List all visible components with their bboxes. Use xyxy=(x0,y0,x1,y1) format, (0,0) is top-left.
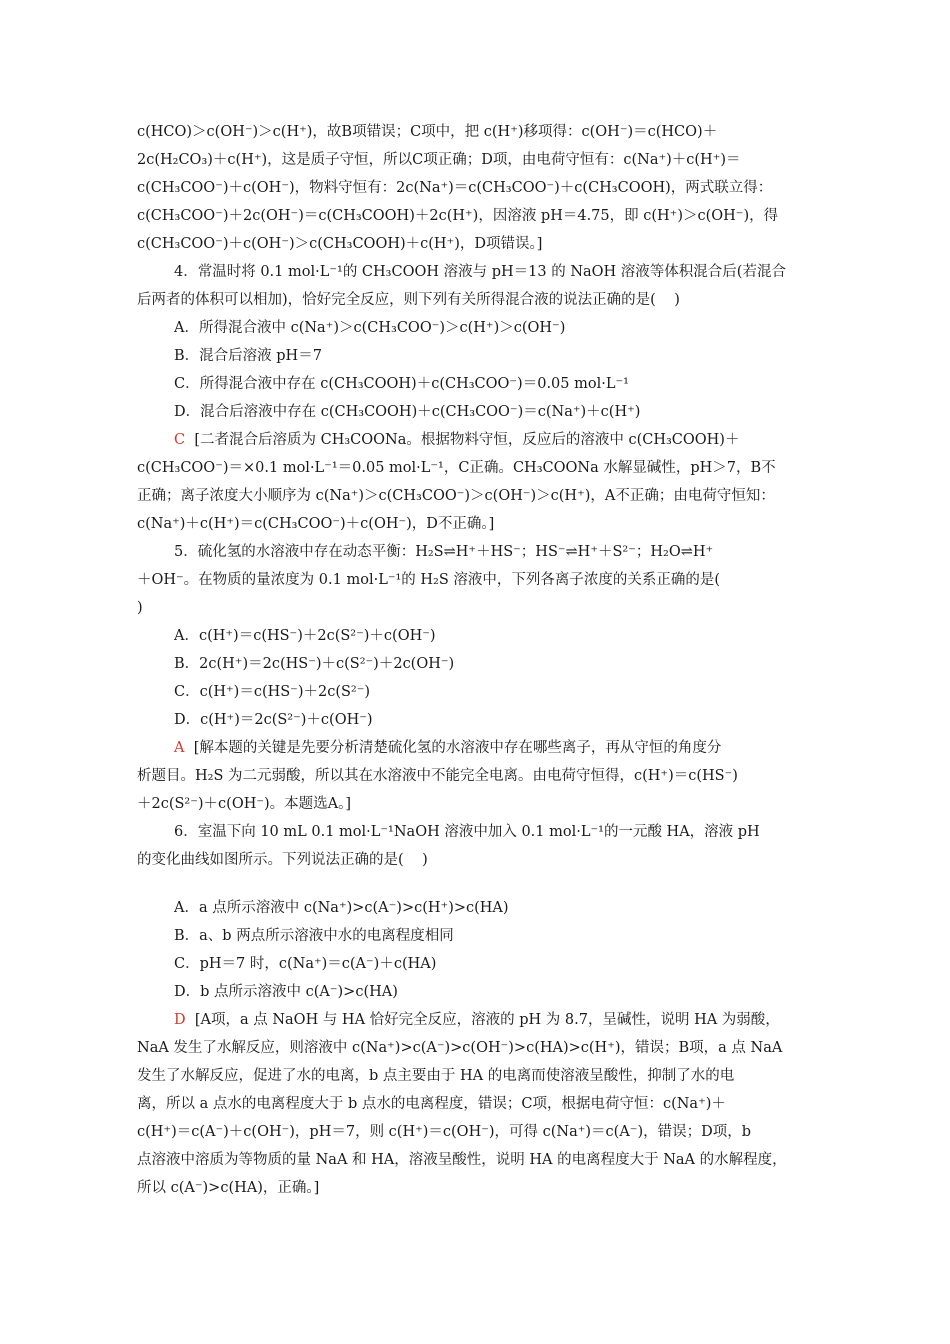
line-text: B．a、b 两点所示溶液中水的电离程度相同 xyxy=(174,928,454,944)
line-text: 点溶液中溶质为等物质的量 NaA 和 HA，溶液呈酸性，说明 HA 的电离程度大于 NaA 的水解程度， xyxy=(137,1152,787,1168)
line-text: 离，所以 a 点水的电离程度大于 b 点水的电离程度，错误；C项，根据电荷守恒：c(Na⁺)＋ xyxy=(137,1096,726,1112)
text-line xyxy=(137,766,738,786)
answer-letter: C xyxy=(174,432,186,448)
text-line xyxy=(137,150,741,170)
line-text: 5．硫化氢的水溶液中存在动态平衡：H₂S⇌H⁺＋HS⁻；HS⁻⇌H⁺＋S²⁻；H₂O⇌H⁺ xyxy=(174,544,714,560)
text-line xyxy=(174,626,436,646)
answer-letter: D xyxy=(174,1012,186,1028)
line-text: c(CH₃COO⁻)＋2c(OH⁻)＝c(CH₃COOH)＋2c(H⁺)，因溶液 pH＝4.75，即 c(H⁺)＞c(OH⁻)，得 xyxy=(137,208,779,224)
line-text: 所以 c(A⁻)>c(HA)，正确。] xyxy=(137,1180,320,1196)
text-line xyxy=(137,794,351,814)
text-line xyxy=(174,262,786,282)
text-line xyxy=(174,682,370,702)
line-text: c(Na⁺)＋c(H⁺)＝c(CH₃COO⁻)＋c(OH⁻)，D不正确。] xyxy=(137,516,495,532)
line-text: 后两者的体积可以相加)，恰好完全反应，则下列有关所得混合液的说法正确的是( ) xyxy=(137,292,680,308)
text-line xyxy=(137,206,778,226)
text-line xyxy=(174,374,629,394)
text-line xyxy=(137,850,428,870)
text-line xyxy=(137,234,542,254)
line-text: C．所得混合液中存在 c(CH₃COOH)＋c(CH₃COO⁻)＝0.05 mol·L⁻¹ xyxy=(174,376,629,392)
text-line xyxy=(137,598,143,618)
text-line xyxy=(137,178,772,198)
text-line xyxy=(174,1010,780,1030)
line-text: 的变化曲线如图所示。下列说法正确的是( ) xyxy=(137,852,428,868)
line-text: [A项，a 点 NaOH 与 HA 恰好完全反应，溶液的 pH 为 8.7，呈碱性，说明 HA 为弱酸， xyxy=(185,1012,780,1028)
text-line xyxy=(174,542,713,562)
line-text: 2c(H₂CO₃)＋c(H⁺)，这是质子守恒，所以C项正确；D项，由电荷守恒有：c(Na⁺)＋c(H⁺)＝ xyxy=(137,152,741,168)
text-line xyxy=(137,458,776,478)
line-text: c(CH₃COO⁻)＝×0.1 mol·L⁻¹＝0.05 mol·L⁻¹，C正确。CH₃COONa 水解显碱性，pH＞7，B不 xyxy=(137,460,776,476)
line-text: c(CH₃COO⁻)＋c(OH⁻)＞c(CH₃COOH)＋c(H⁺)，D项错误。] xyxy=(137,236,543,252)
line-text: ＋OH⁻。在物质的量浓度为 0.1 mol·L⁻¹的 H₂S 溶液中，下列各离子浓度的关系正确的是( xyxy=(137,572,721,588)
line-text: 发生了水解反应，促进了水的电离，b 点主要由于 HA 的电离而使溶液呈酸性，抑制了水的电 xyxy=(137,1068,735,1084)
line-text: B．混合后溶液 pH＝7 xyxy=(174,348,322,364)
text-line xyxy=(137,290,680,310)
text-line xyxy=(174,430,739,450)
text-line xyxy=(137,1150,787,1170)
text-line xyxy=(174,402,640,422)
line-text: c(H⁺)＝c(A⁻)＋c(OH⁻)，pH＝7，则 c(H⁺)＝c(OH⁻)，可得 c(Na⁺)＝c(A⁻)，错误；D项，b xyxy=(137,1124,752,1140)
text-line xyxy=(174,654,454,674)
line-text: C．pH＝7 时，c(Na⁺)＝c(A⁻)＋c(HA) xyxy=(174,956,437,972)
text-line xyxy=(174,982,398,1002)
line-text: [解本题的关键是先要分析清楚硫化氢的水溶液中存在哪些离子，再从守恒的角度分 xyxy=(184,740,722,756)
text-line xyxy=(174,898,509,918)
line-text: c(CH₃COO⁻)＋c(OH⁻)，物料守恒有：2c(Na⁺)＝c(CH₃COO⁻)＋c(CH₃COOH)，两式联立得： xyxy=(137,180,773,196)
text-line xyxy=(174,346,322,366)
line-text: A．所得混合液中 c(Na⁺)＞c(CH₃COO⁻)＞c(H⁺)＞c(OH⁻) xyxy=(174,320,566,336)
line-text: NaA 发生了水解反应，则溶液中 c(Na⁺)>c(A⁻)>c(OH⁻)>c(HA)>c(H⁺)，错误；B项，a 点 NaA xyxy=(137,1040,783,1056)
line-text: D．c(H⁺)＝2c(S²⁻)＋c(OH⁻) xyxy=(174,712,373,728)
line-text: C．c(H⁺)＝c(HS⁻)＋2c(S²⁻) xyxy=(174,684,371,700)
text-line xyxy=(137,1038,782,1058)
text-line xyxy=(174,738,721,758)
text-line xyxy=(174,822,760,842)
line-text: D．b 点所示溶液中 c(A⁻)>c(HA) xyxy=(174,984,398,1000)
answer-letter: A xyxy=(174,740,185,756)
text-line xyxy=(174,954,436,974)
line-text: ) xyxy=(137,600,143,616)
text-line xyxy=(174,926,454,946)
text-line xyxy=(137,486,775,506)
line-text: c(HCO)＞c(OH⁻)＞c(H⁺)，故B项错误；C项中，把 c(H⁺)移项得：c(OH⁻)＝c(HCO)＋ xyxy=(137,124,718,140)
line-text: 6．室温下向 10 mL 0.1 mol·L⁻¹NaOH 溶液中加入 0.1 mol·L⁻¹的一元酸 HA，溶液 pH xyxy=(174,824,760,840)
line-text: A．c(H⁺)＝c(HS⁻)＋2c(S²⁻)＋c(OH⁻) xyxy=(174,628,436,644)
text-line xyxy=(137,570,720,590)
text-line xyxy=(137,514,494,534)
line-text: [二者混合后溶质为 CH₃COONa。根据物料守恒，反应后的溶液中 c(CH₃COOH)＋ xyxy=(185,432,740,448)
text-line xyxy=(174,318,565,338)
text-line xyxy=(137,1122,751,1142)
line-text: B．2c(H⁺)＝2c(HS⁻)＋c(S²⁻)＋2c(OH⁻) xyxy=(174,656,455,672)
line-text: 析题目。H₂S 为二元弱酸，所以其在水溶液中不能完全电离。由电荷守恒得，c(H⁺)＝c(HS⁻) xyxy=(137,768,738,784)
line-text: 正确；离子浓度大小顺序为 c(Na⁺)＞c(CH₃COO⁻)＞c(OH⁻)＞c(H⁺)，A不正确；由电荷守恒知： xyxy=(137,488,775,504)
text-line xyxy=(137,1094,726,1114)
text-line xyxy=(174,710,373,730)
line-text: ＋2c(S²⁻)＋c(OH⁻)。本题选A。] xyxy=(137,796,352,812)
line-text: A．a 点所示溶液中 c(Na⁺)>c(A⁻)>c(H⁺)>c(HA) xyxy=(174,900,509,916)
text-line xyxy=(137,1066,734,1086)
line-text: D．混合后溶液中存在 c(CH₃COOH)＋c(CH₃COO⁻)＝c(Na⁺)＋c(H⁺) xyxy=(174,404,641,420)
text-line xyxy=(137,1178,319,1198)
text-line xyxy=(137,122,717,142)
line-text: 4．常温时将 0.1 mol·L⁻¹的 CH₃COOH 溶液与 pH＝13 的 NaOH 溶液等体积混合后(若混合 xyxy=(174,264,786,280)
